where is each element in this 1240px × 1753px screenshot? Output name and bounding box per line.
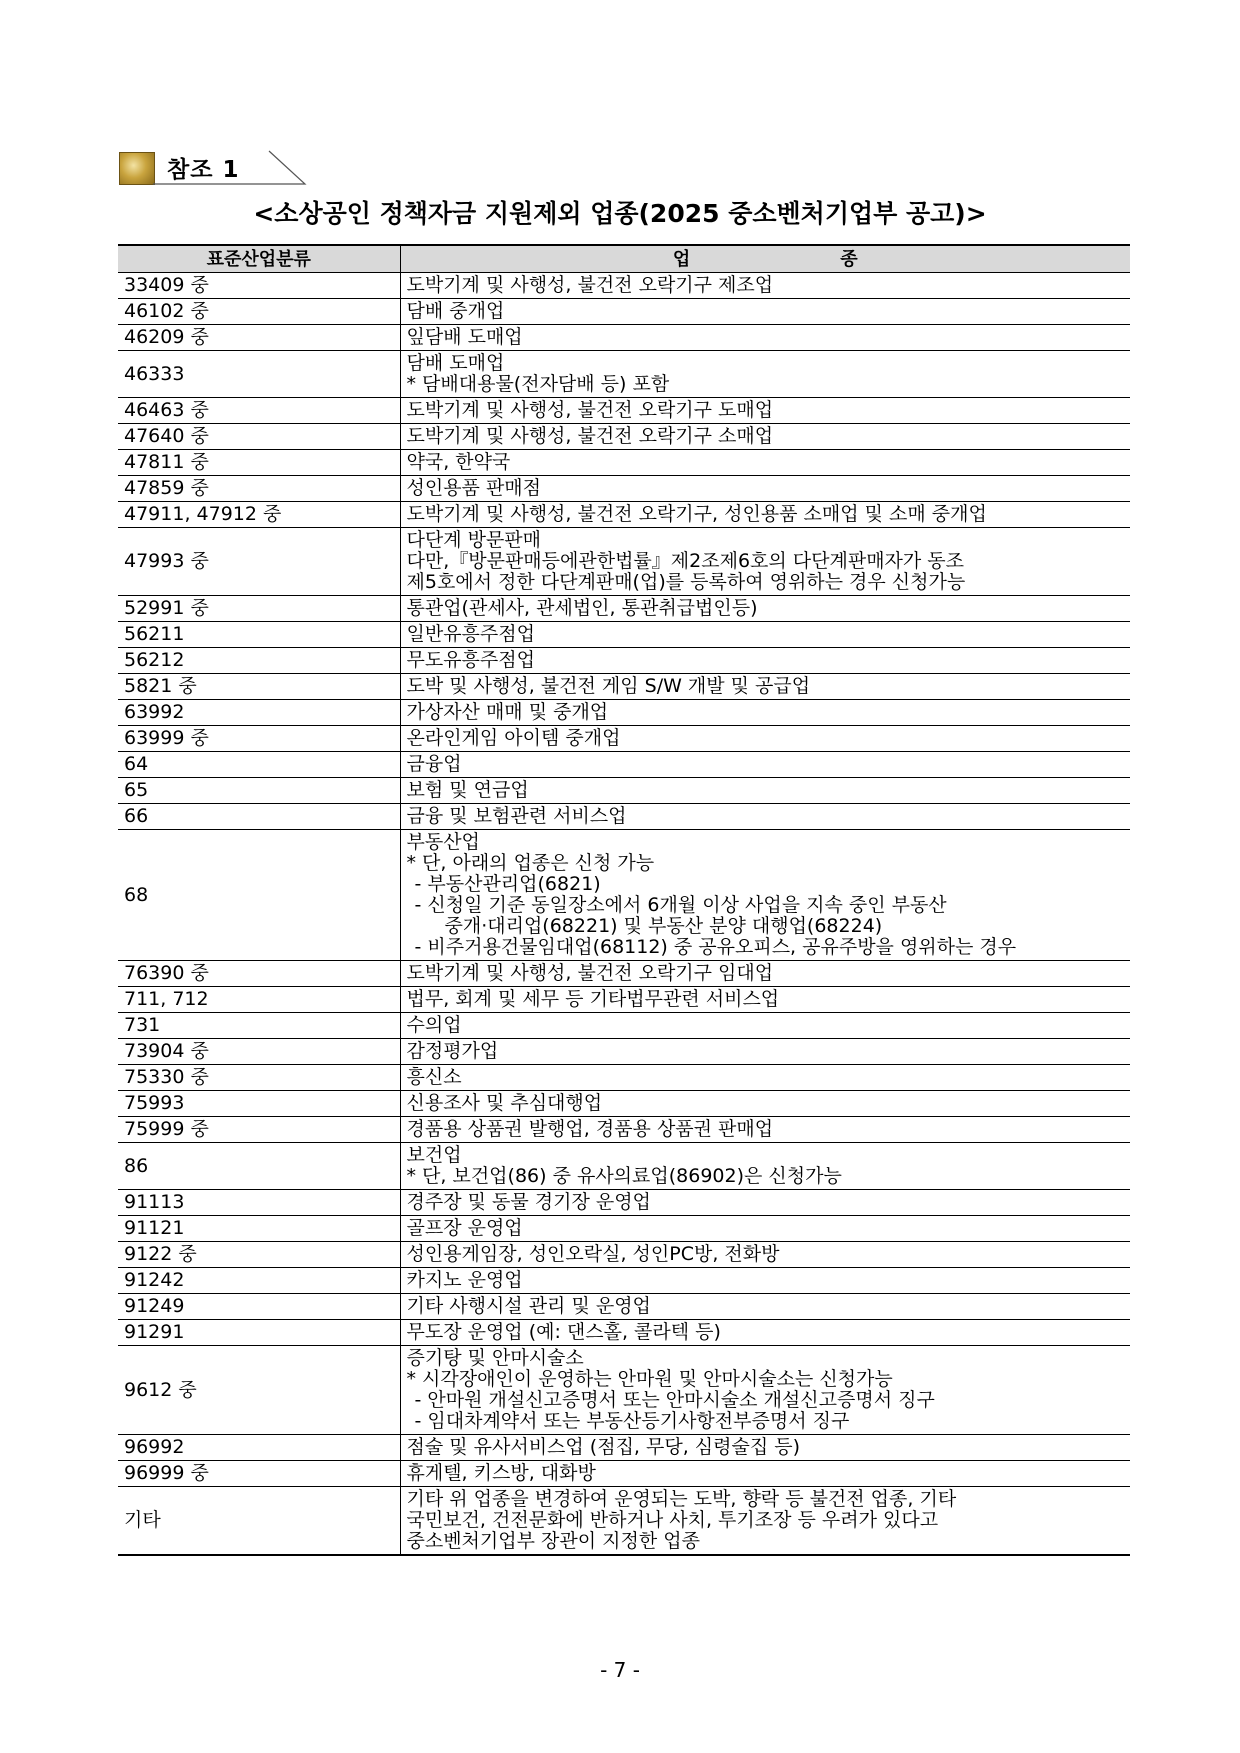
industry-code-cell: 47859 중 (118, 476, 400, 502)
description-line: 다만,『방문판매등에관한법률』제2조제6호의 다단계판매자가 동조 (406, 550, 965, 572)
table-row (118, 1268, 1130, 1294)
industry-code-cell: 63992 (118, 700, 400, 726)
description-line: 점술 및 유사서비스업 (점집, 무당, 심령술집 등) (406, 1436, 801, 1458)
industry-description-cell (400, 1091, 1130, 1117)
industry-description-cell (400, 1294, 1130, 1320)
industry-description-cell (400, 351, 1130, 398)
header-industry-char-2: 종 (840, 248, 858, 270)
table-row (118, 674, 1130, 700)
table-row (118, 596, 1130, 622)
industry-description-cell (400, 1320, 1130, 1346)
description-line: 도박기계 및 사행성, 불건전 오락기구 도매업 (406, 399, 774, 421)
table-row (118, 726, 1130, 752)
industry-description-cell (400, 961, 1130, 987)
description-line: 도박기계 및 사행성, 불건전 오락기구, 성인용품 소매업 및 소매 중개업 (406, 503, 987, 525)
industry-code-cell: 96992 (118, 1435, 400, 1461)
description-line: 기타 사행시설 관리 및 운영업 (406, 1295, 651, 1317)
description-line: - 비주거용건물임대업(68112) 중 공유오피스, 공유주방을 영위하는 경우 (414, 936, 1017, 958)
industry-code-cell: 기타 (118, 1487, 400, 1556)
table-row (118, 476, 1130, 502)
industry-description-cell (400, 726, 1130, 752)
industry-description-cell (400, 325, 1130, 351)
table-row (118, 752, 1130, 778)
industry-description-cell (400, 700, 1130, 726)
industry-code-cell: 91249 (118, 1294, 400, 1320)
description-line: 기타 위 업종을 변경하여 운영되는 도박, 향락 등 불건전 업종, 기타 (406, 1488, 957, 1510)
description-line: 성인용품 판매점 (406, 477, 542, 499)
reference-tag (119, 149, 309, 185)
header-code: 표준산업분류 (118, 245, 400, 273)
table-row (118, 450, 1130, 476)
description-line: 중개·대리업(68221) 및 부동산 분양 대행업(68224) (444, 915, 883, 937)
description-line: 경주장 및 동물 경기장 운영업 (406, 1191, 651, 1213)
industry-code-cell: 9122 중 (118, 1242, 400, 1268)
industry-description-cell (400, 1461, 1130, 1487)
table-row (118, 804, 1130, 830)
description-line: 도박기계 및 사행성, 불건전 오락기구 제조업 (406, 274, 774, 296)
industry-code-cell: 91121 (118, 1216, 400, 1242)
description-line: 금융 및 보험관련 서비스업 (406, 805, 627, 827)
industry-code-cell: 711, 712 (118, 987, 400, 1013)
industry-description-cell (400, 476, 1130, 502)
industry-description-cell (400, 424, 1130, 450)
industry-description-cell (400, 778, 1130, 804)
table-row (118, 1190, 1130, 1216)
industry-code-cell: 56212 (118, 648, 400, 674)
table-row (118, 1091, 1130, 1117)
industry-description-cell (400, 648, 1130, 674)
industry-description-cell (400, 804, 1130, 830)
description-line: 법무, 회계 및 세무 등 기타법무관련 서비스업 (406, 988, 780, 1010)
description-line: 무도유흥주점업 (406, 649, 535, 671)
industry-description-cell (400, 987, 1130, 1013)
table-row (118, 1216, 1130, 1242)
description-line: 부동산업 (406, 831, 480, 853)
table-row (118, 325, 1130, 351)
description-line: 제5호에서 정한 다단계판매(업)를 등록하여 영위하는 경우 신청가능 (406, 571, 966, 593)
description-line: 무도장 운영업 (예: 댄스홀, 콜라텍 등) (406, 1321, 721, 1343)
industry-code-cell: 56211 (118, 622, 400, 648)
description-line: * 시각장애인이 운영하는 안마원 및 안마시술소는 신청가능 (406, 1368, 893, 1390)
description-line: 도박기계 및 사행성, 불건전 오락기구 소매업 (406, 425, 774, 447)
industry-code-cell: 46102 중 (118, 299, 400, 325)
page-number: - 7 - (600, 1658, 640, 1682)
industry-description-cell (400, 674, 1130, 700)
description-line: - 신청일 기준 동일장소에서 6개월 이상 사업을 지속 중인 부동산 (414, 894, 947, 916)
table-row (118, 299, 1130, 325)
excluded-industries-table (118, 244, 1130, 1556)
description-line: 휴게텔, 키스방, 대화방 (406, 1462, 596, 1484)
description-line: 경품용 상품권 발행업, 경품용 상품권 판매업 (406, 1118, 774, 1140)
table-row (118, 987, 1130, 1013)
description-line: 금융업 (406, 753, 462, 775)
industry-description-cell (400, 752, 1130, 778)
description-line: 보건업 (406, 1144, 462, 1166)
description-line: 도박 및 사행성, 불건전 게임 S/W 개발 및 공급업 (406, 675, 811, 697)
industry-description-cell (400, 1190, 1130, 1216)
industry-description-cell (400, 1435, 1130, 1461)
industry-code-cell: 33409 중 (118, 273, 400, 299)
industry-code-cell: 731 (118, 1013, 400, 1039)
description-line: 국민보건, 건전문화에 반하거나 사치, 투기조장 등 우려가 있다고 (406, 1509, 939, 1531)
table-row (118, 1346, 1130, 1435)
table-row (118, 961, 1130, 987)
description-line: 잎담배 도매업 (406, 326, 523, 348)
description-line: 다단계 방문판매 (406, 529, 542, 551)
industry-code-cell: 86 (118, 1143, 400, 1190)
table-row (118, 398, 1130, 424)
table-row (118, 1320, 1130, 1346)
table-row (118, 778, 1130, 804)
description-line: 도박기계 및 사행성, 불건전 오락기구 임대업 (406, 962, 774, 984)
description-line: 일반유흥주점업 (406, 623, 535, 645)
industry-code-cell: 46209 중 (118, 325, 400, 351)
industry-description-cell (400, 596, 1130, 622)
industry-code-cell: 47911, 47912 중 (118, 502, 400, 528)
industry-description-cell (400, 1268, 1130, 1294)
industry-code-cell: 52991 중 (118, 596, 400, 622)
description-line: * 담배대용물(전자담배 등) 포함 (406, 373, 670, 395)
description-line: - 부동산관리업(6821) (414, 873, 601, 895)
description-line: 골프장 운영업 (406, 1217, 523, 1239)
table-row (118, 1143, 1130, 1190)
industry-code-cell: 63999 중 (118, 726, 400, 752)
industry-description-cell (400, 502, 1130, 528)
description-line: 수의업 (406, 1014, 462, 1036)
reference-label: 참조 1 (167, 157, 240, 183)
description-line: 성인용게임장, 성인오락실, 성인PC방, 전화방 (406, 1243, 780, 1265)
table-row (118, 1065, 1130, 1091)
description-line: - 안마원 개설신고증명서 또는 안마시술소 개설신고증명서 징구 (414, 1389, 935, 1411)
description-line: 신용조사 및 추심대행업 (406, 1092, 603, 1114)
industry-description-cell (400, 273, 1130, 299)
industry-description-cell (400, 1117, 1130, 1143)
description-line: 담배 중개업 (406, 300, 505, 322)
table-row (118, 351, 1130, 398)
table-row (118, 648, 1130, 674)
industry-description-cell (400, 622, 1130, 648)
table-row (118, 1117, 1130, 1143)
industry-description-cell (400, 528, 1130, 596)
industry-code-cell: 91113 (118, 1190, 400, 1216)
industry-code-cell: 73904 중 (118, 1039, 400, 1065)
table-row (118, 1435, 1130, 1461)
description-line: 담배 도매업 (406, 352, 505, 374)
description-line: 약국, 한약국 (406, 451, 511, 473)
industry-code-cell: 47993 중 (118, 528, 400, 596)
industry-description-cell (400, 1216, 1130, 1242)
document-title: <소상공인 정책자금 지원제외 업종(2025 중소벤처기업부 공고)> (253, 199, 987, 228)
industry-code-cell: 75999 중 (118, 1117, 400, 1143)
description-line: 카지노 운영업 (406, 1269, 523, 1291)
header-industry-char-1: 업 (672, 248, 691, 270)
table-row (118, 830, 1130, 961)
description-line: 보험 및 연금업 (406, 779, 529, 801)
industry-code-cell: 75993 (118, 1091, 400, 1117)
description-line: 흥신소 (406, 1066, 462, 1088)
industry-code-cell: 47811 중 (118, 450, 400, 476)
description-line: 증기탕 및 안마시술소 (406, 1347, 584, 1369)
table-row (118, 622, 1130, 648)
industry-code-cell: 46463 중 (118, 398, 400, 424)
industry-code-cell: 75330 중 (118, 1065, 400, 1091)
table-body (118, 273, 1130, 1556)
table-row (118, 273, 1130, 299)
table-row (118, 502, 1130, 528)
table-row (118, 528, 1130, 596)
industry-description-cell (400, 398, 1130, 424)
industry-description-cell (400, 299, 1130, 325)
description-line: 중소벤처기업부 장관이 지정한 업종 (406, 1530, 700, 1552)
industry-code-cell: 5821 중 (118, 674, 400, 700)
industry-description-cell (400, 450, 1130, 476)
industry-description-cell (400, 1242, 1130, 1268)
industry-code-cell: 64 (118, 752, 400, 778)
table-header-row (118, 245, 1130, 273)
industry-description-cell (400, 1065, 1130, 1091)
header-industry (400, 245, 1130, 273)
industry-description-cell (400, 1346, 1130, 1435)
industry-description-cell (400, 1487, 1130, 1556)
table-row (118, 424, 1130, 450)
industry-code-cell: 76390 중 (118, 961, 400, 987)
industry-description-cell (400, 1013, 1130, 1039)
description-line: 감정평가업 (406, 1040, 499, 1062)
table-row (118, 1013, 1130, 1039)
description-line: - 임대차계약서 또는 부동산등기사항전부증명서 징구 (414, 1410, 850, 1432)
description-line: * 단, 보건업(86) 중 유사의료업(86902)은 신청가능 (406, 1165, 842, 1187)
table-row (118, 1294, 1130, 1320)
table-row (118, 700, 1130, 726)
industry-code-cell: 96999 중 (118, 1461, 400, 1487)
industry-code-cell: 46333 (118, 351, 400, 398)
industry-description-cell (400, 1039, 1130, 1065)
table-row (118, 1242, 1130, 1268)
industry-code-cell: 47640 중 (118, 424, 400, 450)
description-line: * 단, 아래의 업종은 신청 가능 (406, 852, 655, 874)
industry-code-cell: 66 (118, 804, 400, 830)
industry-code-cell: 68 (118, 830, 400, 961)
table-row (118, 1487, 1130, 1556)
industry-code-cell: 9612 중 (118, 1346, 400, 1435)
industry-code-cell: 91291 (118, 1320, 400, 1346)
industry-code-cell: 65 (118, 778, 400, 804)
description-line: 통관업(관세사, 관세법인, 통관취급법인등) (406, 597, 758, 619)
description-line: 가상자산 매매 및 중개업 (406, 701, 609, 723)
industry-description-cell (400, 1143, 1130, 1190)
table-row (118, 1461, 1130, 1487)
table-row (118, 1039, 1130, 1065)
industry-description-cell (400, 830, 1130, 961)
industry-code-cell: 91242 (118, 1268, 400, 1294)
description-line: 온라인게임 아이템 중개업 (406, 727, 621, 749)
